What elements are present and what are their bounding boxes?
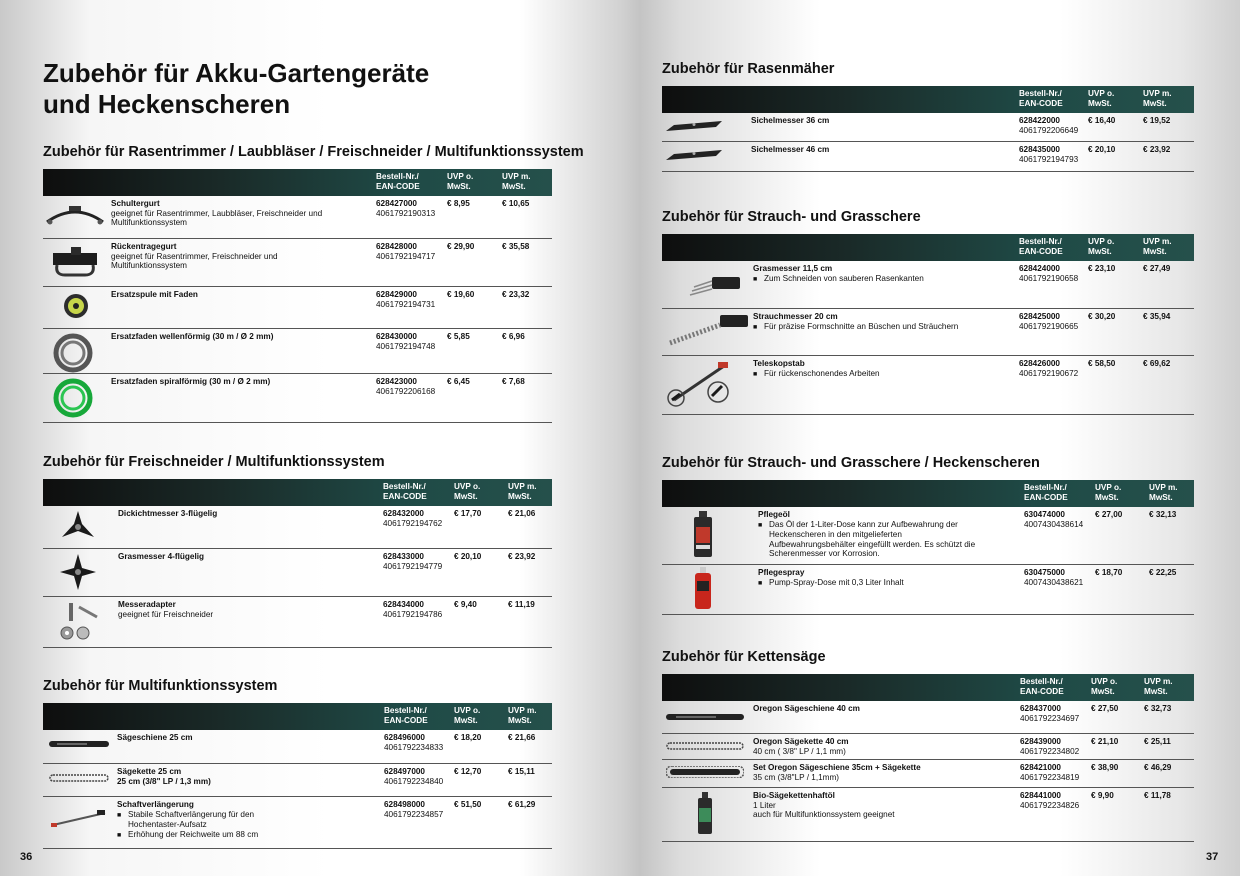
section-strauch bbox=[662, 208, 1194, 415]
table-row: Grasmesser 4-flügelig 628433000 4061792194779 € 20,10 € 23,92 bbox=[43, 549, 552, 597]
section-title: Zubehör für Freischneider / Multifunktionssystem bbox=[43, 454, 385, 470]
spray-can-icon bbox=[692, 567, 714, 611]
section-title: Zubehör für Rasenmäher bbox=[662, 61, 835, 77]
three-blade-icon bbox=[61, 510, 95, 544]
section-rasenmaeher bbox=[662, 60, 1194, 172]
table-row: Teleskopstab ■ Für rückenschonendes Arbeiten 628426000 4061792190672 € 58,50 € 69,62 bbox=[662, 356, 1194, 415]
table-row: Sichelmesser 36 cm 628422000 4061792206649 € 16,40 € 19,52 bbox=[662, 113, 1194, 142]
saw-chain-icon bbox=[666, 741, 744, 751]
section-title: Zubehör für Multifunktionssystem bbox=[43, 678, 278, 694]
wire-coil-green-icon bbox=[53, 378, 93, 418]
table-header: Bestell-Nr./ EAN-CODE UVP o. MwSt. UVP m. MwSt. bbox=[662, 86, 1194, 113]
harness-icon bbox=[45, 243, 105, 279]
table-header: Bestell-Nr./ EAN-CODE UVP o. MwSt. UVP m. MwSt. bbox=[43, 479, 552, 506]
telescopic-rod-icon bbox=[664, 360, 734, 410]
table-row: Ersatzfaden spiralförmig (30 m / Ø 2 mm) 628423000 4061792206168 € 6,45 € 7,68 bbox=[43, 374, 552, 423]
section-title: Zubehör für Strauch- und Grasschere bbox=[662, 209, 921, 225]
table-row: Strauchmesser 20 cm ■ Für präzise Formschnitte an Büschen und Sträuchern 628425000 4061792190665 € 30,20 € 35,94 bbox=[662, 309, 1194, 356]
section-kettensaege bbox=[662, 648, 1194, 842]
section-heckenscheren bbox=[662, 454, 1194, 615]
spool-icon bbox=[61, 291, 91, 321]
table-row: Schaftverlängerung ■ Stabile Schaftverlängerung für den Hochentaster-Aufsatz ■ Erhöhung der Reichweite um 88 cm 628498000 4061792234857 € 51,50 € 61,29 bbox=[43, 797, 552, 849]
table-row: Pflegespray ■ Pump-Spray-Dose mit 0,3 Liter Inhalt 630475000 4007430438621 € 18,70 € 22,25 bbox=[662, 565, 1194, 615]
section-title: Zubehör für Rasentrimmer / Laubbläser / Freischneider / Multifunktionssystem bbox=[43, 144, 584, 160]
saw-bar-icon bbox=[49, 739, 109, 749]
mower-blade-icon bbox=[664, 148, 724, 162]
table-row: Pflegeöl ■ Das Öl der 1-Liter-Dose kann zur Aufbewahrung der Heckenscheren in den mitgelieferten Aufbewahrungsbehälter eingefüllt werden. Es schützt die Scherenmesser vor Korrosion. 630474000 4007430438614 € 27,00 € 32,13 bbox=[662, 507, 1194, 565]
table-row: Sichelmesser 46 cm 628435000 4061792194793 € 20,10 € 23,92 bbox=[662, 142, 1194, 172]
table-row: Ersatzspule mit Faden 628429000 4061792194731 € 19,60 € 23,32 bbox=[43, 287, 552, 329]
shoulder-strap-icon bbox=[45, 200, 105, 230]
shaft-extension-icon bbox=[49, 809, 109, 829]
oil-bottle-icon bbox=[696, 792, 714, 836]
table-row: Grasmesser 11,5 cm ■ Zum Schneiden von sauberen Rasenkanten 628424000 4061792190658 € 23,10 € 27,49 bbox=[662, 261, 1194, 309]
adapter-icon bbox=[57, 601, 101, 643]
table-row: Ersatzfaden wellenförmig (30 m / Ø 2 mm) 628430000 4061792194748 € 5,85 € 6,96 bbox=[43, 329, 552, 374]
section-title: Zubehör für Strauch- und Grasschere / Heckenscheren bbox=[662, 455, 1040, 471]
table-header: Bestell-Nr./ EAN-CODE UVP o. MwSt. UVP m. MwSt. bbox=[662, 480, 1194, 507]
oil-can-icon bbox=[692, 511, 714, 559]
table-header: Bestell-Nr./ EAN-CODE UVP o. MwSt. UVP m. MwSt. bbox=[662, 674, 1194, 701]
saw-set-icon bbox=[666, 766, 744, 778]
saw-bar-icon bbox=[666, 712, 744, 722]
table-row: Dickichtmesser 3-flügelig 628432000 4061792194762 € 17,70 € 21,06 bbox=[43, 506, 552, 549]
table-row: Set Oregon Sägeschiene 35cm + Sägekette 35 cm (3/8"LP / 1,1mm) 628421000 4061792234819 € 38,90 € 46,29 bbox=[662, 760, 1194, 788]
table-row: Sägeschiene 25 cm 628496000 4061792234833 € 18,20 € 21,66 bbox=[43, 730, 552, 764]
table-header: Bestell-Nr./ EAN-CODE UVP o. MwSt. UVP m. MwSt. bbox=[43, 169, 552, 196]
saw-chain-icon bbox=[49, 773, 109, 783]
wire-coil-grey-icon bbox=[53, 333, 93, 373]
table-row: Oregon Sägekette 40 cm 40 cm ( 3/8" LP / 1,1 mm) 628439000 4061792234802 € 21,10 € 25,11 bbox=[662, 734, 1194, 760]
table-header: Bestell-Nr./ EAN-CODE UVP o. MwSt. UVP m. MwSt. bbox=[43, 703, 552, 730]
mower-blade-icon bbox=[664, 119, 724, 133]
page-number-right: 37 bbox=[1206, 851, 1219, 863]
table-row: Sägekette 25 cm 25 cm (3/8" LP / 1,3 mm) 628497000 4061792234840 € 12,70 € 15,11 bbox=[43, 764, 552, 797]
four-blade-icon bbox=[59, 553, 97, 591]
section-freischneider bbox=[43, 453, 552, 648]
table-row: Messeradapter geeignet für Freischneider 628434000 4061792194786 € 9,40 € 11,19 bbox=[43, 597, 552, 648]
shrub-blade-icon bbox=[668, 313, 750, 349]
page-number-left: 36 bbox=[20, 851, 33, 863]
table-row: Schultergurt geeignet für Rasentrimmer, Laubbläser, Freischneider und Multifunktionssystem 628427000 4061792190313 € 8,95 € 10,65 bbox=[43, 196, 552, 239]
table-row: Oregon Sägeschiene 40 cm 628437000 4061792234697 € 27,50 € 32,73 bbox=[662, 701, 1194, 734]
section-multifunktion bbox=[43, 677, 552, 849]
table-header: Bestell-Nr./ EAN-CODE UVP o. MwSt. UVP m. MwSt. bbox=[662, 234, 1194, 261]
section-rasentrimmer bbox=[43, 143, 584, 423]
section-title: Zubehör für Kettensäge bbox=[662, 649, 826, 665]
page-title: Zubehör für Akku-Gartengeräte und Heckenscheren bbox=[43, 58, 430, 119]
table-row: Bio-Sägekettenhaftöl 1 Liter auch für Multifunktionssystem geeignet 628441000 4061792234826 € 9,90 € 11,78 bbox=[662, 788, 1194, 842]
table-row: Rückentragegurt geeignet für Rasentrimmer, Freischneider und Multifunktionssystem 628428000 4061792194717 € 29,90 € 35,58 bbox=[43, 239, 552, 287]
grass-blade-icon bbox=[688, 275, 742, 299]
